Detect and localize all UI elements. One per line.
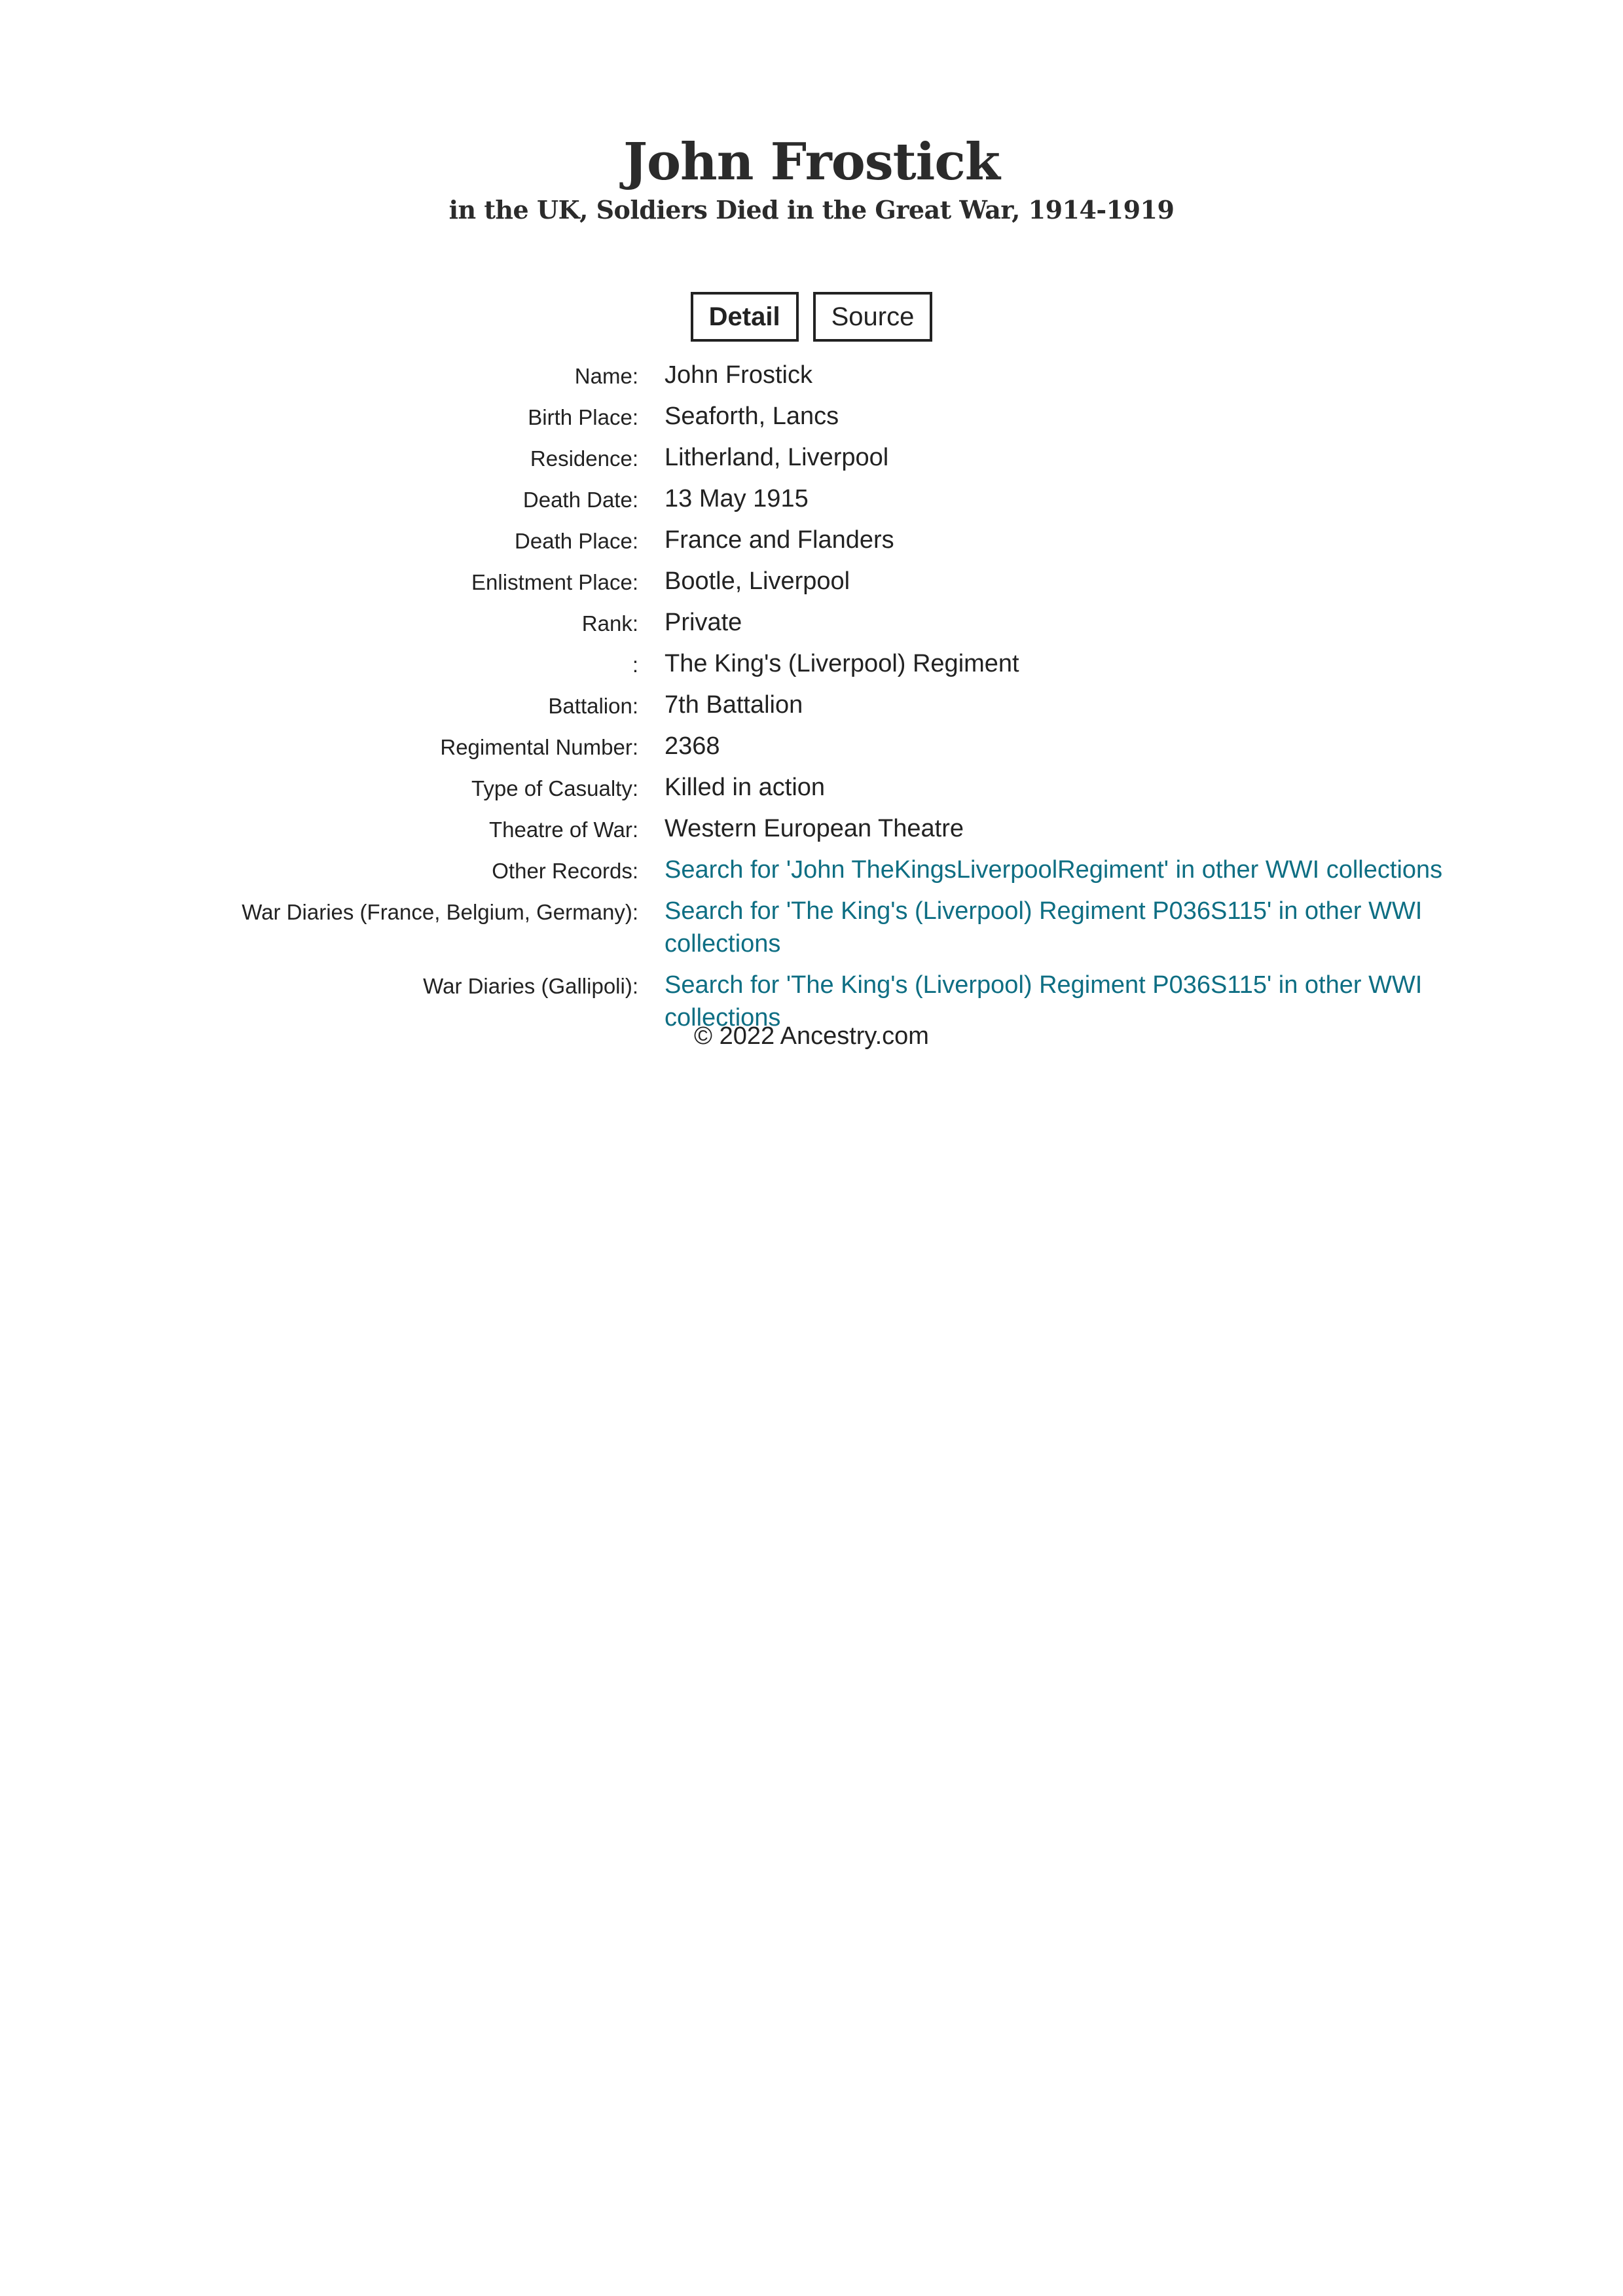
field-value: 2368	[665, 732, 720, 760]
record-row-regimental-number	[0, 730, 1623, 762]
field-label: Enlistment Place:	[471, 570, 638, 594]
field-value: Western European Theatre	[665, 815, 964, 842]
field-value: Private	[665, 609, 742, 636]
field-label: Death Date:	[522, 488, 638, 512]
field-label: Regimental Number:	[440, 735, 638, 759]
record-row-residence	[0, 441, 1623, 474]
field-value: Killed in action	[665, 774, 826, 801]
record-row-other-records	[0, 853, 1623, 886]
field-value: Seaforth, Lancs	[665, 403, 839, 430]
field-value	[665, 853, 1450, 886]
copyright-footer: © 2022 Ancestry.com	[694, 1022, 929, 1050]
tab-detail[interactable]: Detail	[691, 292, 799, 342]
field-value: 13 May 1915	[665, 485, 809, 512]
field-label: Theatre of War:	[488, 817, 638, 842]
field-value: John Frostick	[665, 361, 812, 389]
record-header	[0, 131, 1623, 226]
field-value: 7th Battalion	[665, 691, 803, 719]
field-label: Other Records:	[492, 859, 638, 883]
record-row-enlistment-place	[0, 565, 1623, 598]
field-value: France and Flanders	[665, 526, 894, 554]
page-title: John Frostick	[623, 132, 1000, 192]
record-row-name	[0, 359, 1623, 391]
record-row-battalion	[0, 689, 1623, 721]
record-row-type-of-casualty	[0, 771, 1623, 804]
record-row-rank	[0, 606, 1623, 639]
field-label: War Diaries (Gallipoli):	[423, 974, 638, 998]
field-label: Name:	[574, 364, 638, 388]
field-label: Rank:	[581, 611, 638, 636]
field-label: :	[632, 653, 638, 677]
war-diaries-gallipoli-search-link[interactable]: Search for 'The King's (Liverpool) Regiment P036S115' in other WWI collections	[665, 971, 1423, 1031]
field-label: War Diaries (France, Belgium, Germany):	[242, 900, 638, 924]
record-row-death-date	[0, 482, 1623, 515]
field-label: Type of Casualty:	[471, 776, 638, 800]
tab-bar	[0, 292, 1623, 342]
field-label: Birth Place:	[528, 405, 638, 429]
collection-subtitle: in the UK, Soldiers Died in the Great War, 1914-1919	[448, 195, 1175, 224]
field-value: Litherland, Liverpool	[665, 444, 889, 471]
field-label: Residence:	[530, 446, 638, 471]
record-row-regiment	[0, 647, 1623, 680]
record-row-birth-place	[0, 400, 1623, 433]
record-row-theatre-of-war	[0, 812, 1623, 845]
field-value	[665, 895, 1450, 960]
field-value: Bootle, Liverpool	[665, 567, 850, 595]
record-details	[0, 359, 1623, 1043]
other-records-search-link[interactable]: Search for 'John TheKingsLiverpoolRegiment' in other WWI collections	[665, 856, 1443, 884]
record-row-war-diaries-france	[0, 895, 1623, 960]
field-label: Battalion:	[548, 694, 638, 718]
record-row-death-place	[0, 524, 1623, 556]
war-diaries-france-search-link[interactable]: Search for 'The King's (Liverpool) Regiment P036S115' in other WWI collections	[665, 897, 1423, 958]
field-value: The King's (Liverpool) Regiment	[665, 650, 1019, 677]
field-label: Death Place:	[515, 529, 638, 553]
tab-source[interactable]: Source	[813, 292, 933, 342]
